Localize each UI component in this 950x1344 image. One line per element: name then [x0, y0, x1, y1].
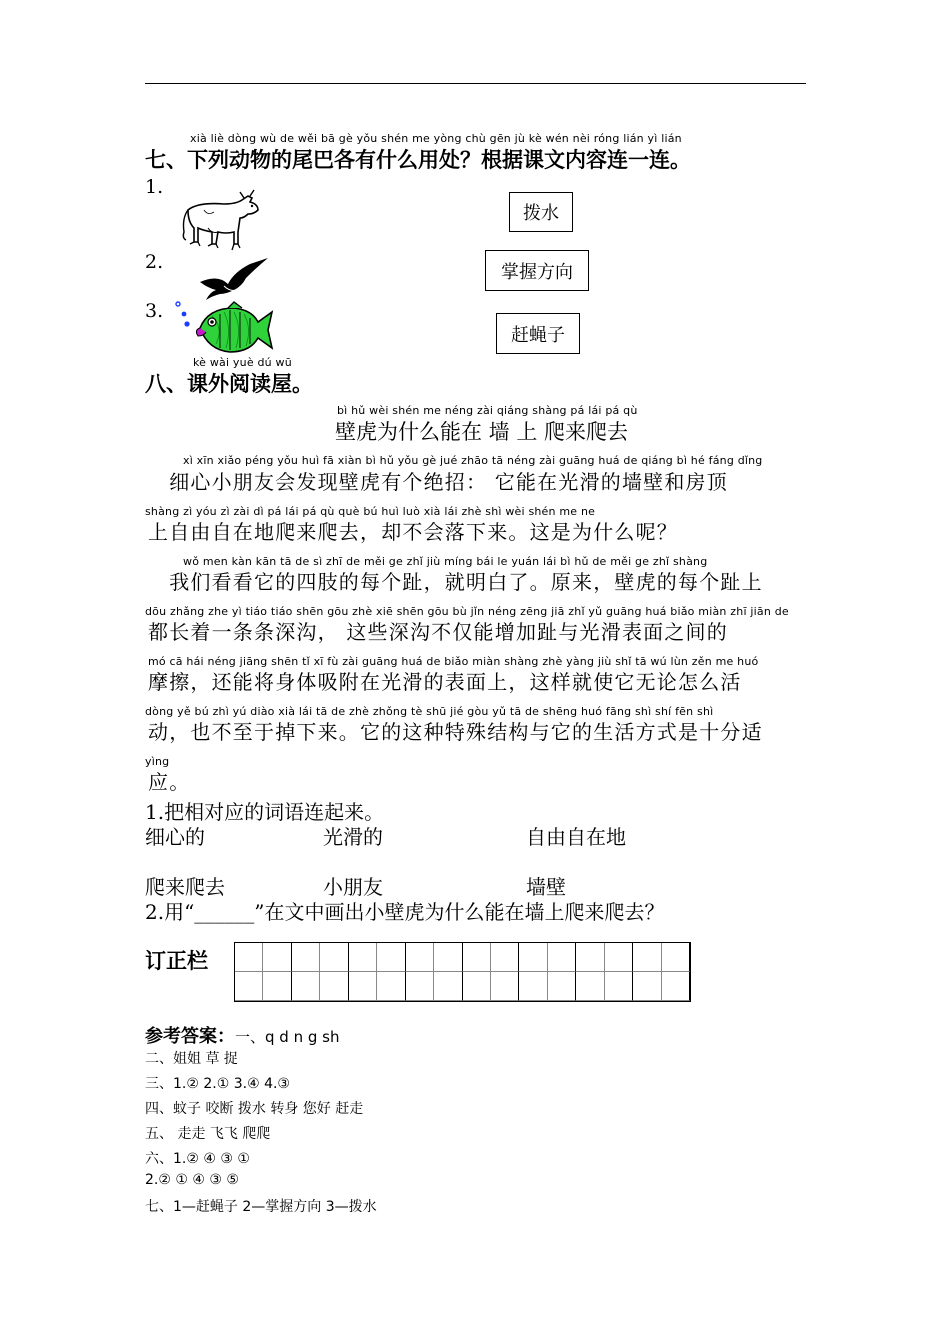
grid-cell[interactable]	[633, 972, 661, 1001]
match-2-3[interactable]: 墙壁	[526, 875, 566, 899]
answer-2: 二、姐姐 草 捉	[145, 1051, 238, 1067]
match-1-1[interactable]: 细心的	[145, 825, 205, 849]
grid-cell[interactable]	[434, 943, 462, 972]
grid-cell[interactable]	[235, 943, 263, 972]
grid-cell[interactable]	[406, 972, 434, 1001]
grid-cell[interactable]	[377, 972, 405, 1001]
line2-pinyin: shàng zì yóu zì zài dì pá lái pá qù què bú huì luò xià lái zhè shì wèi shén me ne	[145, 505, 596, 518]
match-1-3[interactable]: 自由自在地	[526, 825, 626, 849]
grid-cell[interactable]	[548, 943, 576, 972]
answer-7: 七、1—赶蝇子 2—掌握方向 3—拨水	[145, 1199, 377, 1215]
grid-cell[interactable]	[633, 943, 661, 972]
article-line-3: 我们看看它的四肢的每个趾，就明白了。原来，壁虎的每个趾上	[148, 570, 763, 594]
match-2-1[interactable]: 爬来爬去	[145, 875, 225, 899]
answer-6b: 2.② ① ④ ③ ⑤	[145, 1172, 239, 1188]
grid-cell[interactable]	[519, 943, 547, 972]
line1-pinyin: xì xīn xiǎo péng yǒu huì fā xiàn bì hǔ yǒu gè jué zhāo tā néng zài guāng huá de qiáng bì hé fáng dǐng	[183, 454, 763, 467]
option-box-1[interactable]	[509, 192, 573, 232]
answers-heading: 参考答案：	[145, 1026, 235, 1047]
grid-cell[interactable]	[320, 943, 348, 972]
option-label-2: 掌握方向	[501, 261, 573, 283]
grid-cell[interactable]	[292, 972, 320, 1001]
grid-cell[interactable]	[463, 972, 491, 1001]
section8-pinyin: kè wài yuè dú wū	[193, 356, 292, 369]
section7-pinyin: xià liè dòng wù de wěi bā gè yǒu shén me yòng chù gēn jù kè wén nèi róng lián yì lián	[190, 132, 682, 145]
line5-pinyin: mó cā hái néng jiāng shēn tǐ xī fù zài guāng huá de biǎo miàn shàng zhè yàng jiù shǐ tā wú lùn zěn me huó	[148, 655, 759, 668]
line6-pinyin: dòng yě bú zhì yú diào xià lái tā de zhè zhǒng tè shū jié gòu yǔ tā de shēng huó fāng shì shí fēn shì	[145, 705, 714, 718]
grid-cell[interactable]	[463, 943, 491, 972]
grid-cell[interactable]	[349, 943, 377, 972]
line4-pinyin: dōu zhǎng zhe yì tiáo tiáo shēn gōu zhè xiē shēn gōu bù jǐn néng zēng jiā zhǐ yǔ guāng huá biǎo miàn zhī jiān de	[145, 605, 789, 618]
item-1-label: 1.	[145, 176, 164, 198]
correction-grid[interactable]	[234, 942, 691, 1002]
grid-cell[interactable]	[349, 972, 377, 1001]
article-line-5: 摩擦，还能将身体吸附在光滑的表面上，这样就使它无论怎么活	[148, 670, 742, 694]
grid-cell[interactable]	[576, 943, 604, 972]
article-title-pinyin: bì hǔ wèi shén me néng zài qiáng shàng pá lái pá qù	[337, 404, 638, 417]
article-line-1: 细心小朋友会发现壁虎有个绝招： 它能在光滑的墙壁和房顶	[148, 470, 728, 494]
correction-label: 订正栏	[145, 949, 208, 973]
article-line-2: 上自由自在地爬来爬去，却不会落下来。这是为什么呢？	[148, 520, 678, 544]
grid-cell[interactable]	[605, 943, 633, 972]
grid-cell[interactable]	[263, 972, 291, 1001]
section7-title: 七、下列动物的尾巴各有什么用处？根据课文内容连一连。	[145, 148, 691, 172]
grid-cell[interactable]	[320, 972, 348, 1001]
grid-cell[interactable]	[263, 943, 291, 972]
option-label-3: 赶蝇子	[511, 324, 565, 346]
grid-cell[interactable]	[605, 972, 633, 1001]
grid-cell[interactable]	[519, 972, 547, 1001]
option-box-3[interactable]	[496, 313, 580, 354]
answer-3: 三、1.② 2.① 3.④ 4.③	[145, 1076, 290, 1092]
answer-5: 五、 走走 飞飞 爬爬	[145, 1126, 271, 1142]
grid-cell[interactable]	[406, 943, 434, 972]
item-2-label: 2.	[145, 251, 164, 273]
grid-cell[interactable]	[662, 943, 690, 972]
answer-6: 六、1.② ④ ③ ①	[145, 1151, 250, 1167]
article-line-6: 动，也不至于掉下来。它的这种特殊结构与它的生活方式是十分适	[148, 720, 763, 744]
match-2-2[interactable]: 小朋友	[323, 875, 383, 899]
answers-header	[145, 1022, 339, 1048]
grid-cell[interactable]	[292, 943, 320, 972]
match-1-2[interactable]: 光滑的	[323, 825, 383, 849]
question-2: 2.用“______”在文中画出小壁虎为什么能在墙上爬来爬去？	[145, 900, 665, 924]
article-title: 壁虎为什么能在 墙 上 爬来爬去	[335, 420, 629, 444]
swallow-icon	[198, 256, 270, 302]
option-label-1: 拨水	[523, 203, 559, 224]
grid-cell[interactable]	[377, 943, 405, 972]
answer-1: 一、q d n g sh	[235, 1028, 340, 1046]
grid-cell[interactable]	[491, 943, 519, 972]
grid-cell[interactable]	[491, 972, 519, 1001]
item-3-label: 3.	[145, 300, 164, 322]
grid-cell[interactable]	[576, 972, 604, 1001]
line3-pinyin: wǒ men kàn kān tā de sì zhī de měi ge zhǐ jiù míng bái le yuán lái bì hǔ de měi ge zhǐ shàng	[183, 555, 708, 568]
header-rule	[145, 83, 806, 84]
cow-icon	[178, 188, 262, 260]
grid-cell[interactable]	[235, 972, 263, 1001]
section8-title: 八、课外阅读屋。	[145, 372, 313, 396]
question-1: 1.把相对应的词语连起来。	[145, 800, 385, 824]
grid-cell[interactable]	[662, 972, 690, 1001]
grid-cell[interactable]	[434, 972, 462, 1001]
answer-4: 四、蚊子 咬断 拨水 转身 您好 赶走	[145, 1101, 364, 1117]
grid-cell[interactable]	[548, 972, 576, 1001]
article-line-7: 应。	[148, 770, 191, 794]
option-box-2[interactable]	[485, 250, 589, 291]
line7-pinyin: yìng	[145, 755, 170, 768]
article-line-4: 都长着一条条深沟， 这些深沟不仅能增加趾与光滑表面之间的	[148, 620, 728, 644]
fish-icon	[172, 300, 274, 356]
